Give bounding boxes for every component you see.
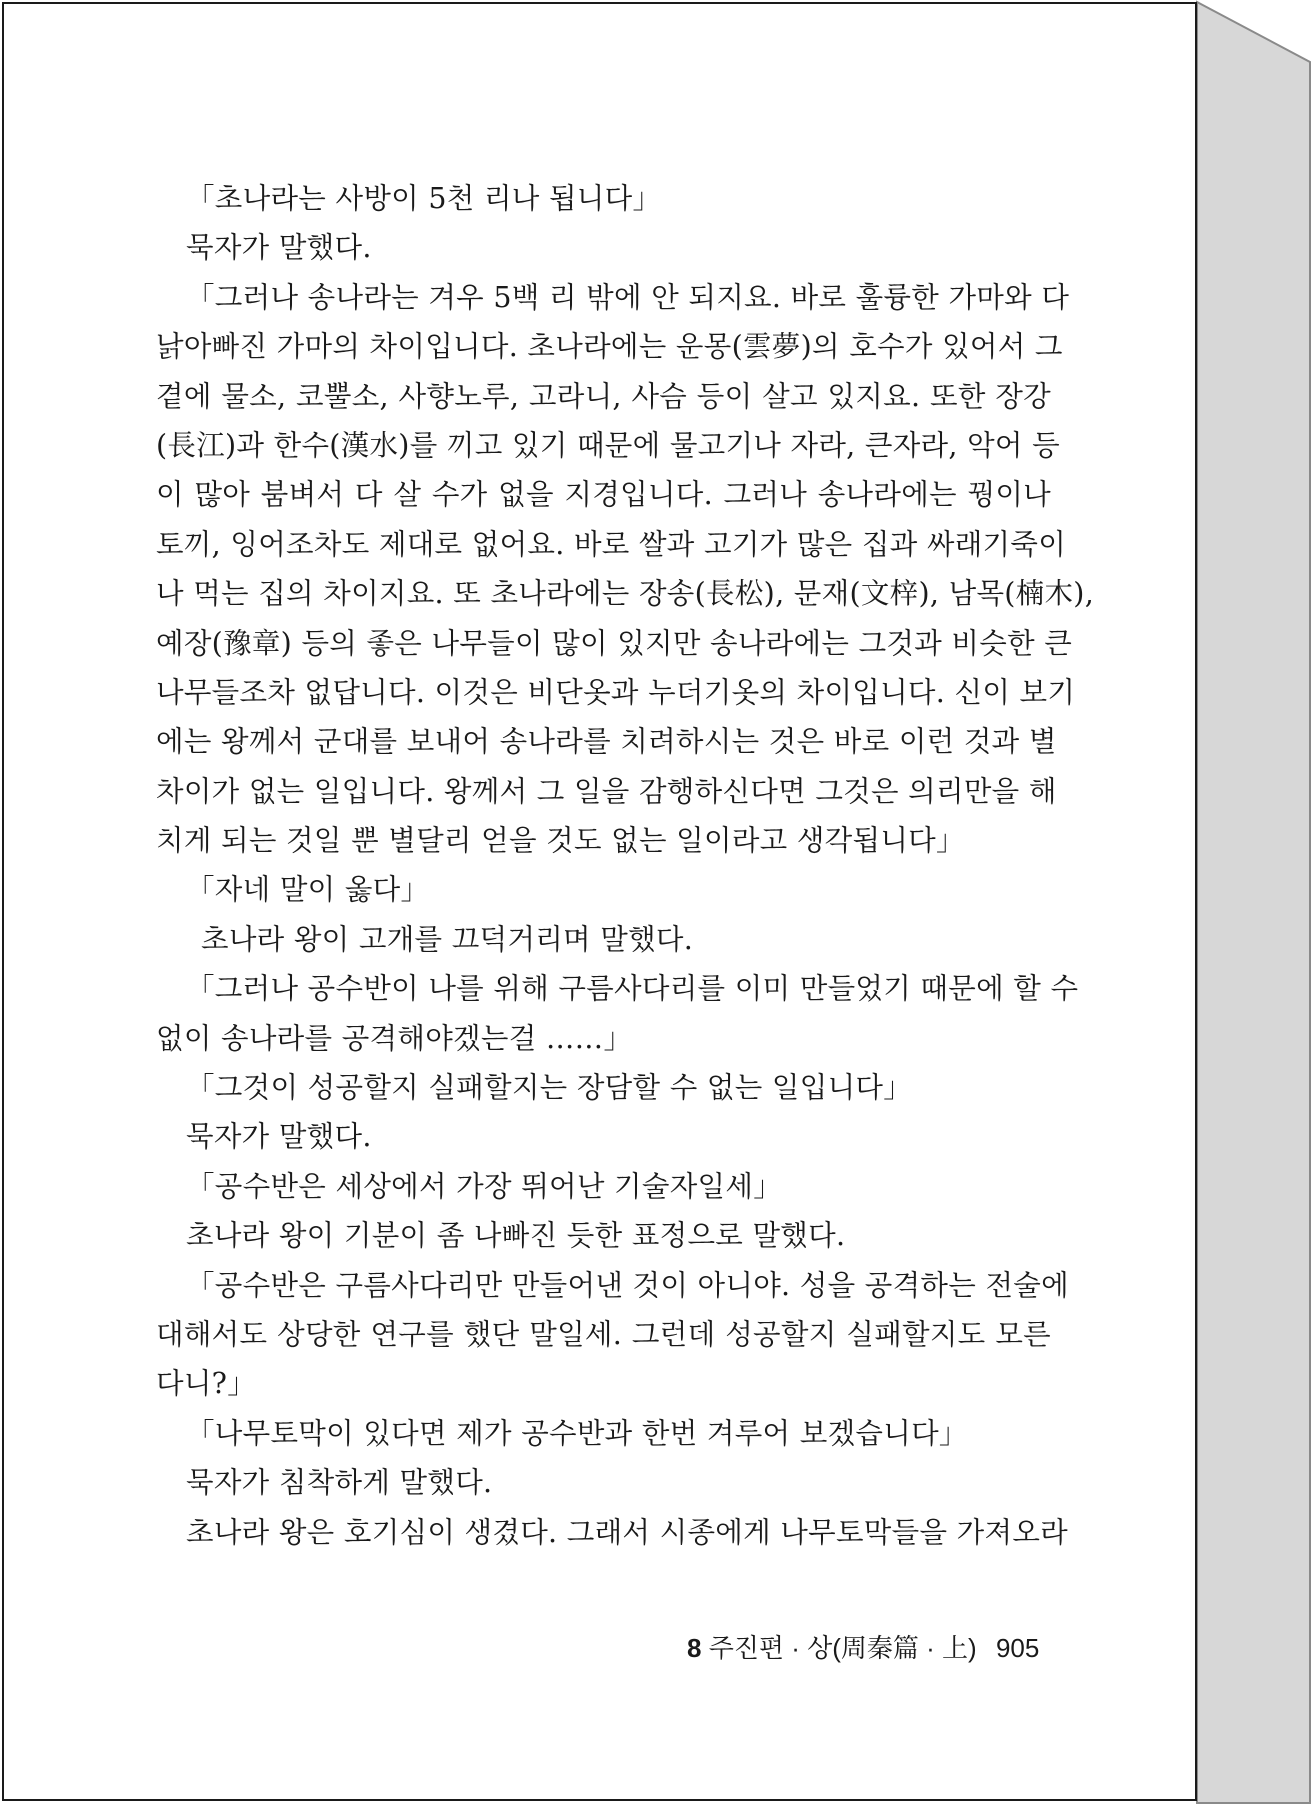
text-line: 나무들조차 없답니다. 이것은 비단옷과 누더기옷의 차이입니다. 신이 보기 (156, 675, 1076, 709)
text-line: 「초나라는 사방이 5천 리나 됩니다」 (186, 182, 662, 215)
text-line: 곁에 물소, 코뿔소, 사향노루, 고라니, 사슴 등이 살고 있지요. 또한 장강 (156, 379, 1051, 413)
text-line: 묵자가 말했다. (186, 1120, 372, 1154)
chapter-title: 주진편 · 상(周秦篇 · 上) (708, 1633, 977, 1663)
text-line: 「그러나 공수반이 나를 위해 구름사다리를 이미 만들었기 때문에 할 수 (186, 972, 1079, 1006)
chapter-number: 8 (687, 1633, 702, 1663)
text-line: 에는 왕께서 군대를 보내어 송나라를 치려하시는 것은 바로 이런 것과 별 (156, 725, 1057, 759)
text-line: 대해서도 상당한 연구를 했단 말일세. 그런데 성공할지 실패할지도 모른 (156, 1317, 1051, 1351)
text-line: (長江)과 한수(漢水)를 끼고 있기 때문에 물고기나 자라, 큰자라, 악어 등 (156, 428, 1060, 462)
text-line: 「나무토막이 있다면 제가 공수반과 한번 겨루어 보겠습니다」 (186, 1416, 968, 1450)
text-line: 토끼, 잉어조차도 제대로 없어요. 바로 쌀과 고기가 많은 집과 싸래기죽이 (156, 527, 1067, 561)
text-line: 없이 송나라를 공격해야겠는걸 ……」 (156, 1021, 633, 1055)
text-line: 이 많아 붐벼서 다 살 수가 없을 지경입니다. 그러나 송나라에는 꿩이나 (156, 478, 1051, 512)
text-line: 「공수반은 구름사다리만 만들어낸 것이 아니야. 성을 공격하는 전술에 (186, 1268, 1069, 1302)
text-line: 「자네 말이 옳다」 (186, 873, 430, 907)
text-line: 예장(豫章) 등의 좋은 나무들이 많이 있지만 송나라에는 그것과 비슷한 큰 (156, 626, 1073, 660)
text-line: 「공수반은 세상에서 가장 뛰어난 기술자일세」 (186, 1169, 782, 1203)
text-line: 초나라 왕이 기분이 좀 나빠진 듯한 표정으로 말했다. (186, 1219, 846, 1253)
page-number: 905 (995, 1633, 1040, 1663)
text-line: 묵자가 말했다. (186, 231, 372, 265)
text-line: 다니?」 (156, 1367, 257, 1401)
page (2, 2, 1197, 1801)
text-line: 초나라 왕이 고개를 끄덕거리며 말했다. (201, 922, 694, 956)
text-line: 나 먹는 집의 차이지요. 또 초나라에는 장송(長松), 문재(文梓), 남목(楠木), (156, 577, 1095, 611)
text-line: 차이가 없는 일입니다. 왕께서 그 일을 감행하신다면 그것은 의리만을 해 (156, 774, 1057, 808)
body-text (156, 174, 1095, 1557)
text-line: 「그러나 송나라는 겨우 5백 리 밖에 안 되지요. 바로 훌륭한 가마와 다 (186, 280, 1070, 314)
text-line: 낡아빠진 가마의 차이입니다. 초나라에는 운몽(雲夢)의 호수가 있어서 그 (156, 330, 1063, 364)
text-line: 묵자가 침착하게 말했다. (186, 1466, 493, 1500)
text-line: 치게 되는 것일 뿐 별달리 얻을 것도 없는 일이라고 생각됩니다」 (156, 824, 965, 858)
text-line: 초나라 왕은 호기심이 생겼다. 그래서 시종에게 나무토막들을 가져오라 (186, 1515, 1068, 1549)
text-line: 「그것이 성공할지 실패할지는 장담할 수 없는 일입니다」 (186, 1071, 913, 1105)
page-edge-side (1197, 2, 1310, 1803)
running-footer (687, 1628, 1039, 1665)
